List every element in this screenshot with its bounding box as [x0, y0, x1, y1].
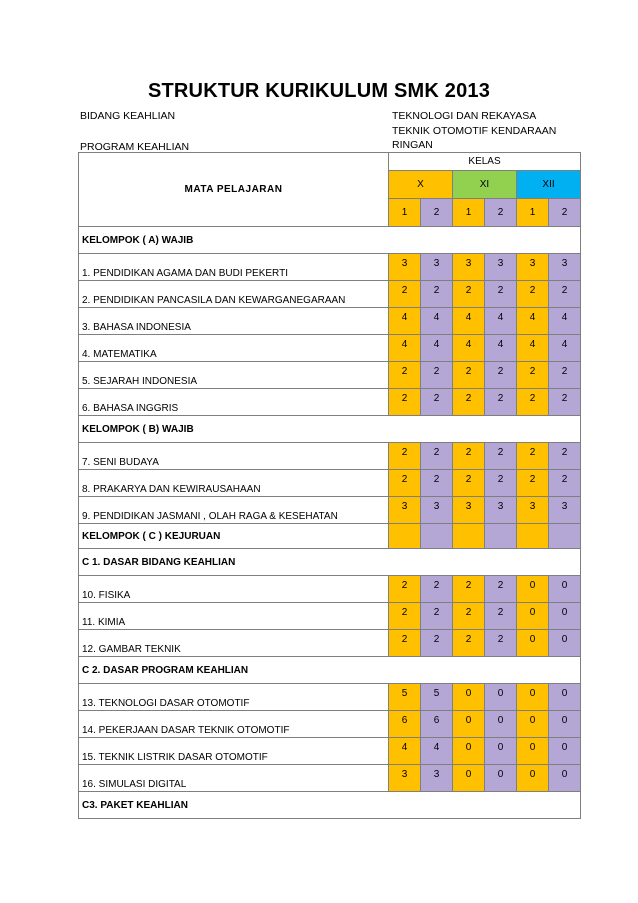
- bidang-value: TEKNOLOGI DAN REKAYASA: [392, 110, 537, 122]
- curriculum-table-body: [79, 153, 581, 819]
- empty-cell: [549, 524, 581, 549]
- hours-cell: 3: [389, 254, 421, 281]
- hours-cell: 2: [389, 630, 421, 657]
- group-label: C3. PAKET KEAHLIAN: [79, 792, 581, 819]
- subject-row: [79, 335, 581, 362]
- subject-name: 7. SENI BUDAYA: [79, 443, 389, 470]
- hours-cell: 2: [453, 281, 485, 308]
- hours-cell: 0: [453, 738, 485, 765]
- hours-cell: 2: [453, 443, 485, 470]
- hours-cell: 2: [421, 389, 453, 416]
- group-label: C 2. DASAR PROGRAM KEAHLIAN: [79, 657, 581, 684]
- hours-cell: 0: [517, 630, 549, 657]
- hours-cell: 2: [453, 576, 485, 603]
- hours-cell: 4: [421, 308, 453, 335]
- hours-cell: 2: [421, 362, 453, 389]
- empty-cell: [517, 524, 549, 549]
- program-value-line-1: TEKNIK OTOMOTIF KENDARAAN: [392, 125, 557, 137]
- empty-cell: [421, 524, 453, 549]
- hours-cell: 3: [453, 254, 485, 281]
- hours-cell: 4: [485, 308, 517, 335]
- group-label: C 1. DASAR BIDANG KEAHLIAN: [79, 549, 581, 576]
- hours-cell: 0: [517, 738, 549, 765]
- subject-name: 16. SIMULASI DIGITAL: [79, 765, 389, 792]
- subject-name: 4. MATEMATIKA: [79, 335, 389, 362]
- subject-name: 8. PRAKARYA DAN KEWIRAUSAHAAN: [79, 470, 389, 497]
- program-label: PROGRAM KEAHLIAN: [80, 141, 190, 153]
- subject-name: 12. GAMBAR TEKNIK: [79, 630, 389, 657]
- group-label: KELOMPOK ( A) WAJIB: [79, 227, 581, 254]
- hours-cell: 2: [453, 362, 485, 389]
- hours-cell: 2: [549, 443, 581, 470]
- hours-cell: 2: [389, 443, 421, 470]
- hours-cell: 0: [453, 711, 485, 738]
- hours-cell: 0: [485, 711, 517, 738]
- group-row: [79, 792, 581, 819]
- subject-name: 2. PENDIDIKAN PANCASILA DAN KEWARGANEGARAAN: [79, 281, 389, 308]
- hours-cell: 4: [549, 335, 581, 362]
- subject-name: 6. BAHASA INGGRIS: [79, 389, 389, 416]
- hours-cell: 2: [517, 443, 549, 470]
- hours-cell: 2: [421, 443, 453, 470]
- hours-cell: 0: [549, 738, 581, 765]
- subject-name: 11. KIMIA: [79, 603, 389, 630]
- hours-cell: 3: [389, 765, 421, 792]
- hours-cell: 3: [421, 254, 453, 281]
- subject-row: [79, 630, 581, 657]
- group-label: KELOMPOK ( B) WAJIB: [79, 416, 581, 443]
- hours-cell: 3: [485, 497, 517, 524]
- hours-cell: 2: [421, 281, 453, 308]
- subject-row: [79, 603, 581, 630]
- hours-cell: 4: [421, 335, 453, 362]
- hours-cell: 3: [485, 254, 517, 281]
- subject-name: 5. SEJARAH INDONESIA: [79, 362, 389, 389]
- subject-name: 10. FISIKA: [79, 576, 389, 603]
- hours-cell: 2: [485, 603, 517, 630]
- hours-cell: 2: [485, 470, 517, 497]
- hours-cell: 2: [421, 603, 453, 630]
- hours-cell: 3: [549, 254, 581, 281]
- hours-cell: 2: [485, 630, 517, 657]
- hours-cell: 4: [485, 335, 517, 362]
- subject-row: [79, 497, 581, 524]
- subject-row: [79, 470, 581, 497]
- semester-header: 1: [389, 199, 421, 227]
- hours-cell: 2: [517, 281, 549, 308]
- hours-cell: 3: [517, 497, 549, 524]
- hours-cell: 2: [421, 576, 453, 603]
- hours-cell: 0: [517, 765, 549, 792]
- group-label: KELOMPOK ( C ) KEJURUAN: [79, 524, 389, 549]
- hours-cell: 0: [517, 684, 549, 711]
- subject-row: [79, 711, 581, 738]
- hours-cell: 2: [485, 576, 517, 603]
- hours-cell: 2: [549, 362, 581, 389]
- hours-cell: 2: [453, 603, 485, 630]
- empty-cell: [485, 524, 517, 549]
- hours-cell: 4: [549, 308, 581, 335]
- hours-cell: 2: [517, 362, 549, 389]
- hours-cell: 2: [421, 470, 453, 497]
- subject-row: [79, 738, 581, 765]
- subject-row: [79, 443, 581, 470]
- hours-cell: 0: [453, 684, 485, 711]
- class-xii-header: XII: [517, 171, 581, 199]
- hours-cell: 2: [453, 470, 485, 497]
- hours-cell: 0: [549, 711, 581, 738]
- subject-row: [79, 254, 581, 281]
- group-row: [79, 416, 581, 443]
- hours-cell: 2: [389, 576, 421, 603]
- subject-name: 9. PENDIDIKAN JASMANI , OLAH RAGA & KESEHATAN: [79, 497, 389, 524]
- subject-name: 1. PENDIDIKAN AGAMA DAN BUDI PEKERTI: [79, 254, 389, 281]
- subject-row: [79, 576, 581, 603]
- class-x-header: X: [389, 171, 453, 199]
- semester-header: 1: [453, 199, 485, 227]
- empty-cell: [453, 524, 485, 549]
- hours-cell: 2: [485, 443, 517, 470]
- hours-cell: 4: [389, 335, 421, 362]
- hours-cell: 0: [549, 576, 581, 603]
- hours-cell: 0: [549, 630, 581, 657]
- hours-cell: 4: [421, 738, 453, 765]
- hours-cell: 2: [389, 281, 421, 308]
- semester-header: 1: [517, 199, 549, 227]
- hours-cell: 2: [485, 281, 517, 308]
- hours-cell: 0: [517, 576, 549, 603]
- hours-cell: 0: [517, 603, 549, 630]
- hours-cell: 0: [485, 765, 517, 792]
- hours-cell: 3: [389, 497, 421, 524]
- program-value-line-2: RINGAN: [392, 139, 433, 151]
- hours-cell: 2: [453, 630, 485, 657]
- hours-cell: 2: [389, 603, 421, 630]
- hours-cell: 6: [421, 711, 453, 738]
- hours-cell: 5: [421, 684, 453, 711]
- subject-row: [79, 362, 581, 389]
- subject-row: [79, 765, 581, 792]
- page-title: STRUKTUR KURIKULUM SMK 2013: [147, 80, 491, 102]
- group-row: [79, 549, 581, 576]
- hours-cell: 4: [453, 308, 485, 335]
- hours-cell: 5: [389, 684, 421, 711]
- hours-cell: 3: [421, 765, 453, 792]
- hours-cell: 2: [485, 389, 517, 416]
- hours-cell: 2: [389, 389, 421, 416]
- subject-name: 3. BAHASA INDONESIA: [79, 308, 389, 335]
- hours-cell: 4: [517, 308, 549, 335]
- hours-cell: 4: [517, 335, 549, 362]
- group-row: [79, 524, 581, 549]
- hours-cell: 3: [549, 497, 581, 524]
- semester-header: 2: [421, 199, 453, 227]
- hours-cell: 2: [517, 389, 549, 416]
- hours-cell: 3: [453, 497, 485, 524]
- hours-cell: 0: [549, 765, 581, 792]
- hours-cell: 2: [421, 630, 453, 657]
- hours-cell: 2: [389, 470, 421, 497]
- hours-cell: 2: [549, 389, 581, 416]
- class-xi-header: XI: [453, 171, 517, 199]
- hours-cell: 2: [549, 470, 581, 497]
- hours-cell: 2: [389, 362, 421, 389]
- hours-cell: 0: [549, 603, 581, 630]
- group-row: [79, 227, 581, 254]
- hours-cell: 2: [549, 281, 581, 308]
- hours-cell: 0: [549, 684, 581, 711]
- empty-cell: [389, 524, 421, 549]
- subject-name: 15. TEKNIK LISTRIK DASAR OTOMOTIF: [79, 738, 389, 765]
- subject-column-header: MATA PELAJARAN: [79, 153, 389, 227]
- semester-header: 2: [485, 199, 517, 227]
- group-row: [79, 657, 581, 684]
- hours-cell: 2: [453, 389, 485, 416]
- bidang-label: BIDANG KEAHLIAN: [80, 110, 176, 122]
- header-row-kelas: [79, 153, 581, 171]
- subject-row: [79, 281, 581, 308]
- hours-cell: 4: [453, 335, 485, 362]
- hours-cell: 3: [517, 254, 549, 281]
- subject-name: 14. PEKERJAAN DASAR TEKNIK OTOMOTIF: [79, 711, 389, 738]
- semester-header: 2: [549, 199, 581, 227]
- hours-cell: 0: [453, 765, 485, 792]
- kelas-header: KELAS: [389, 153, 581, 171]
- hours-cell: 6: [389, 711, 421, 738]
- hours-cell: 3: [421, 497, 453, 524]
- hours-cell: 2: [517, 470, 549, 497]
- hours-cell: 4: [389, 308, 421, 335]
- curriculum-table: [78, 152, 581, 819]
- subject-row: [79, 684, 581, 711]
- subject-name: 13. TEKNOLOGI DASAR OTOMOTIF: [79, 684, 389, 711]
- hours-cell: 2: [485, 362, 517, 389]
- hours-cell: 0: [485, 738, 517, 765]
- hours-cell: 0: [517, 711, 549, 738]
- subject-row: [79, 308, 581, 335]
- hours-cell: 4: [389, 738, 421, 765]
- hours-cell: 0: [485, 684, 517, 711]
- subject-row: [79, 389, 581, 416]
